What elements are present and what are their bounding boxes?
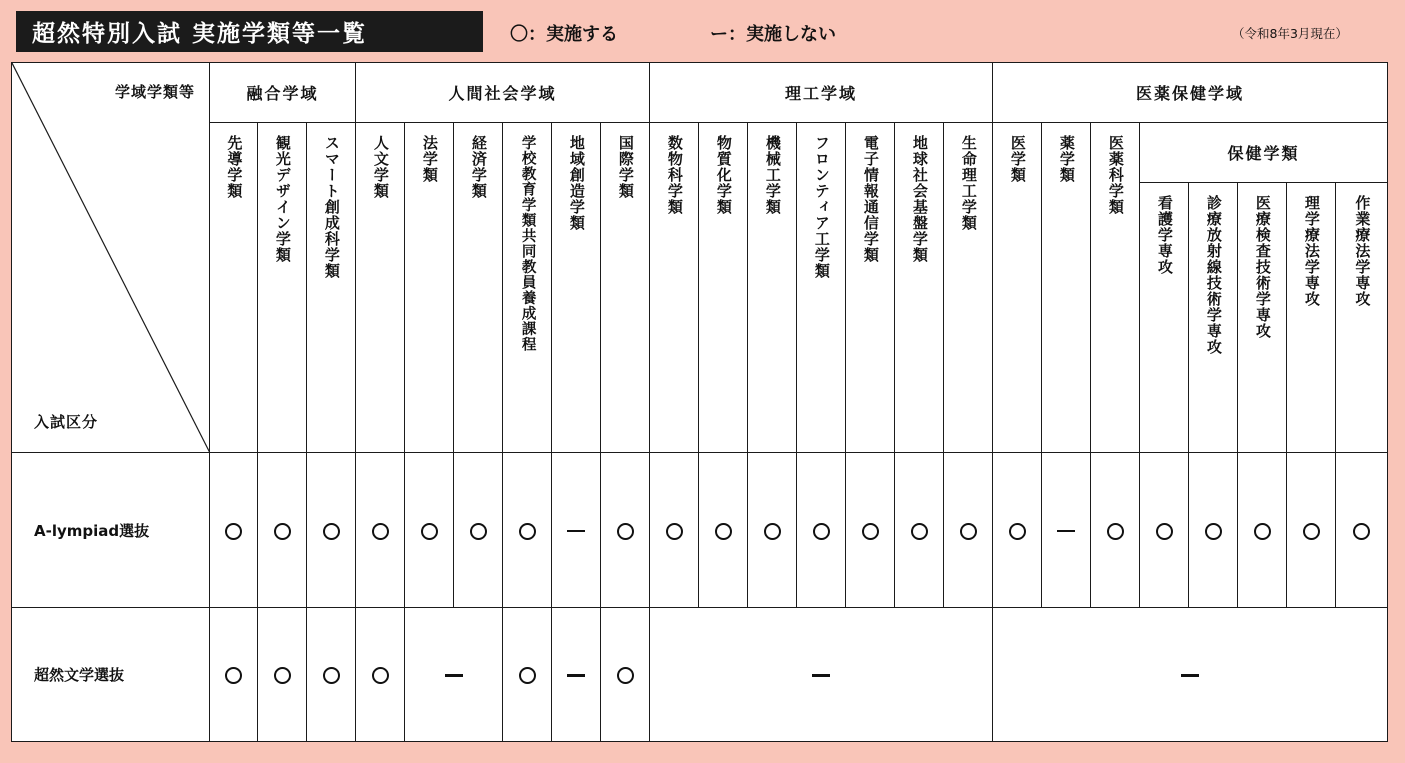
unit-header: 物質化学類: [699, 123, 748, 453]
corner-diagonal: [12, 63, 210, 453]
unit-header: 診療放射線技術学専攻: [1189, 183, 1238, 453]
legend-not-implemented: ー：実施しない: [710, 24, 836, 45]
unit-header: 医薬科学類: [1091, 123, 1140, 453]
mark-implemented: [503, 608, 552, 742]
mark-implemented: [258, 608, 307, 742]
mark-not-implemented: [993, 608, 1388, 742]
table-row: [12, 608, 1388, 742]
corner-bottom-label: 入試区分: [34, 413, 99, 431]
row-label: A-lympiad選抜: [12, 453, 210, 608]
mark-implemented: [210, 608, 258, 742]
corner-top-label: 学域学類等: [114, 83, 195, 101]
mark-not-implemented: [552, 608, 601, 742]
unit-header: 人文学類: [356, 123, 405, 453]
unit-header: フロンティア工学類: [797, 123, 846, 453]
mark-not-implemented: [650, 608, 993, 742]
mark-implemented: [846, 453, 895, 608]
page-title: 超然特別入試 実施学類等一覧: [16, 11, 483, 52]
table-corner: [12, 63, 210, 453]
mark-implemented: [699, 453, 748, 608]
unit-header: 数物科学類: [650, 123, 699, 453]
mark-implemented: [210, 453, 258, 608]
mark-implemented: [1238, 453, 1287, 608]
unit-header: 国際学類: [601, 123, 650, 453]
mark-implemented: [797, 453, 846, 608]
mark-implemented: [1287, 453, 1336, 608]
mark-implemented: [356, 453, 405, 608]
mark-implemented: [993, 453, 1042, 608]
mark-implemented: [944, 453, 993, 608]
mark-implemented: [307, 453, 356, 608]
mark-implemented: [503, 453, 552, 608]
unit-header: スマート創成科学類: [307, 123, 356, 453]
unit-header: 医療検査技術学専攻: [1238, 183, 1287, 453]
mark-implemented: [405, 453, 454, 608]
unit-header: 先導学類: [210, 123, 258, 453]
group-fusion: 融合学域: [210, 63, 356, 123]
unit-header: 医学類: [993, 123, 1042, 453]
mark-implemented: [1189, 453, 1238, 608]
unit-header: 法学類: [405, 123, 454, 453]
group-human-social: 人間社会学域: [356, 63, 650, 123]
group-medical-health: 医薬保健学域: [993, 63, 1388, 123]
mark-implemented: [454, 453, 503, 608]
as-of-date: （令和8年3月現在）: [1232, 26, 1348, 41]
row-label: 超然文学選抜: [12, 608, 210, 742]
mark-not-implemented: [405, 608, 503, 742]
mark-implemented: [895, 453, 944, 608]
unit-header: 観光デザイン学類: [258, 123, 307, 453]
unit-header: 生命理工学類: [944, 123, 993, 453]
unit-header: 作業療法学専攻: [1336, 183, 1388, 453]
unit-header: 学校教育学類共同教員養成課程: [503, 123, 552, 453]
mark-implemented: [601, 453, 650, 608]
mark-implemented: [307, 608, 356, 742]
admission-table: [11, 62, 1388, 742]
mark-implemented: [258, 453, 307, 608]
mark-implemented: [1091, 453, 1140, 608]
mark-not-implemented: [1042, 453, 1091, 608]
mark-implemented: [748, 453, 797, 608]
mark-implemented: [650, 453, 699, 608]
unit-header: 機械工学類: [748, 123, 797, 453]
mark-not-implemented: [552, 453, 601, 608]
mark-implemented: [1140, 453, 1189, 608]
unit-header: 電子情報通信学類: [846, 123, 895, 453]
mark-implemented: [1336, 453, 1388, 608]
legend-implemented: 〇：実施する: [510, 24, 618, 45]
mark-implemented: [356, 608, 405, 742]
unit-header: 看護学専攻: [1140, 183, 1189, 453]
unit-header: 経済学類: [454, 123, 503, 453]
unit-header: 理学療法学専攻: [1287, 183, 1336, 453]
subgroup-health: 保健学類: [1140, 123, 1388, 183]
table-row: [12, 453, 1388, 608]
unit-header: 薬学類: [1042, 123, 1091, 453]
unit-header: 地球社会基盤学類: [895, 123, 944, 453]
unit-header: 地域創造学類: [552, 123, 601, 453]
mark-implemented: [601, 608, 650, 742]
group-science-engineering: 理工学域: [650, 63, 993, 123]
